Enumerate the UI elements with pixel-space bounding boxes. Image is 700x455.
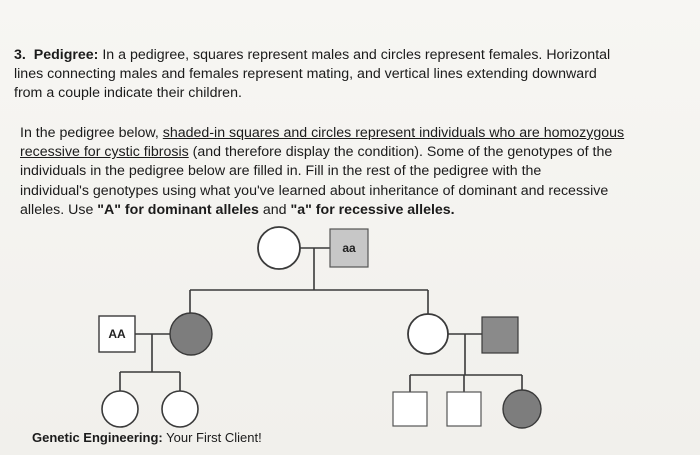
question-number: 3. — [14, 47, 26, 63]
intro-line-2: lines connecting males and females represent mating, and vertical lines extending downward — [14, 66, 597, 83]
father-male-affected — [482, 317, 518, 353]
question-heading: Pedigree: — [33, 47, 99, 63]
child-female-affected — [503, 390, 541, 428]
p2-line-5: alleles. Use "A" for dominant alleles and "a" for recessive alleles. — [20, 201, 455, 218]
p2-line-1: In the pedigree below, shaded-in squares and circles represent individuals who are homozygous — [20, 125, 625, 141]
intro-line-1: 3. Pedigree: In a pedigree, squares represent males and circles represent females. Horizontal — [14, 47, 611, 63]
footer-caption: Genetic Engineering: Your First Client! — [32, 430, 262, 445]
cousin-female-2 — [162, 391, 198, 427]
p2-line-2: recessive for cystic fibrosis (and therefore display the condition). Some of the genotypes of the — [20, 144, 613, 161]
aunt-female-affected — [170, 313, 212, 355]
p2-line-4: individual's genotypes using what you've learned about inheritance of dominant and recessive — [20, 182, 609, 199]
p2-line-3: individuals in the pedigree below are filled in. Fill in the rest of the pedigree with the — [20, 163, 542, 180]
cousin-female-1 — [102, 391, 138, 427]
mother-female — [408, 314, 448, 354]
intro-line-3: from a couple indicate their children. — [14, 85, 242, 102]
grandfather-genotype: aa — [342, 241, 356, 255]
grandmother-female — [258, 227, 300, 269]
uncle-genotype: AA — [108, 327, 126, 341]
child-male-2 — [447, 392, 481, 426]
child-male-1 — [393, 392, 427, 426]
